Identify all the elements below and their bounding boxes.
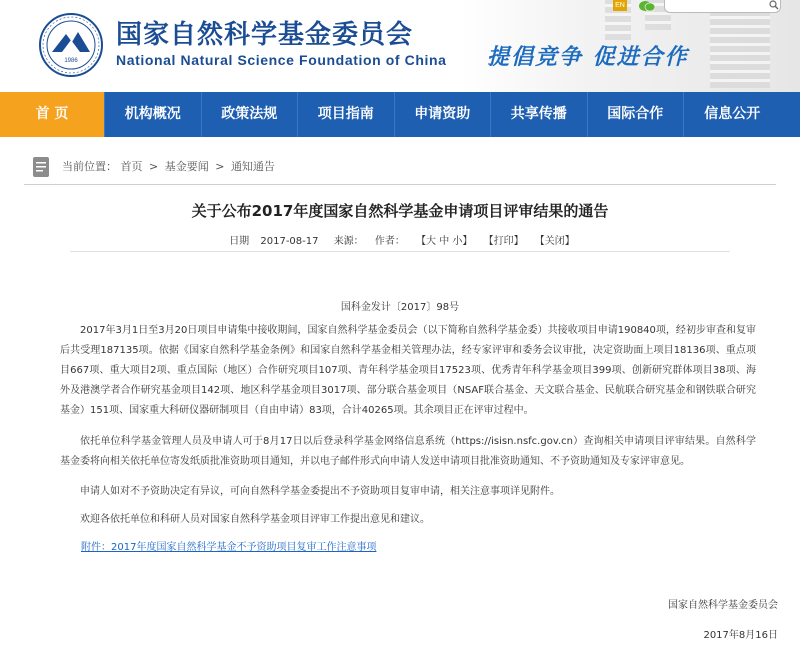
nav-item-about[interactable]: 机构概况 — [105, 92, 202, 137]
nav-item-disclosure[interactable]: 信息公开 — [704, 106, 761, 122]
nsfc-logo-icon[interactable] — [38, 12, 104, 78]
logo-year: 1986 — [64, 58, 78, 64]
nav-item-home[interactable]: 首 页 — [0, 92, 105, 137]
site-slogan: 提倡竞争 促进合作 — [487, 45, 689, 70]
signature-organization: 国家自然科学基金委员会 — [668, 600, 778, 611]
breadcrumb — [30, 154, 780, 180]
breadcrumb-divider — [24, 184, 776, 185]
search-input[interactable] — [664, 0, 781, 13]
meta-date-label: 日期 — [229, 236, 250, 247]
signature-date: 2017年8月16日 — [703, 630, 778, 641]
document-icon — [30, 154, 52, 180]
site-title-en: National Natural Science Foundation of China — [116, 52, 447, 68]
breadcrumb-trail — [62, 154, 275, 180]
article-paragraph: 申请人如对不予资助决定有异议，可向自然科学基金委提出不予资助项目复审申请，相关注意事项详见附件。 — [80, 486, 560, 497]
article-paragraph: 2017年3月1日至3月20日项目申请集中接收期间，国家自然科学基金委员会（以下简称自然科学基金委）共接收项目申请190840项，经初步审查和复审后共受理187135项。依据《国家自然科学基金条例》和国家自然科学基金相关管理办法，经专家评审和委务会议审批，决定资助面上项目18136项、重点项目667项、重大项目2项、重点国际（地区）合作研究项目107项、青年科学基金项目17523项、优秀青年科学基金项目399项、创新研究群体项目38项、海外及港澳学者合作研究基金项目142项、地区科学基金项目3017项、部分联合基金项目（NSAF联合基金、天文联合基金、民航联合研究基金和钢铁联合研究基金）151项、国家重大科研仪器研制项目（自由申请）83项，合计40265项。其余项目正在评审过程中。 — [60, 325, 756, 416]
breadcrumb-separator: > — [215, 160, 225, 173]
meta-author-label: 作者： — [374, 236, 405, 247]
meta-divider — [70, 251, 730, 252]
breadcrumb-prefix: 当前位置： — [62, 160, 117, 173]
wechat-icon[interactable] — [638, 0, 656, 12]
article-title: 关于公布2017年度国家自然科学基金申请项目评审结果的通告 — [191, 202, 609, 220]
document-number: 国科金发计〔2017〕98号 — [340, 302, 460, 313]
meta-date: 2017-08-17 — [260, 236, 319, 247]
search-icon[interactable] — [768, 0, 780, 12]
main-nav — [0, 92, 800, 137]
site-header — [0, 0, 800, 92]
nav-item-project-guide[interactable]: 项目指南 — [298, 92, 395, 137]
breadcrumb-notices[interactable]: 通知通告 — [230, 160, 275, 173]
nav-item-policies[interactable]: 政策法规 — [202, 92, 299, 137]
article-paragraph: 欢迎各依托单位和科研人员对国家自然科学基金项目评审工作提出意见和建议。 — [80, 514, 430, 525]
site-title-cn[interactable]: 国家自然科学基金委员会 — [116, 20, 414, 50]
meta-source-label: 来源： — [333, 236, 364, 247]
nav-item-funding[interactable]: 申请资助 — [395, 92, 492, 137]
close-button[interactable]: 【关闭】 — [534, 236, 575, 247]
font-size-toggle[interactable]: 【大 中 小】 — [416, 236, 473, 247]
nav-item-sharing[interactable]: 共享传播 — [491, 92, 588, 137]
breadcrumb-separator: > — [149, 160, 159, 173]
breadcrumb-home[interactable]: 首页 — [120, 160, 143, 173]
english-version-button[interactable]: EN — [613, 0, 627, 11]
print-button[interactable]: 【打印】 — [483, 236, 524, 247]
article-paragraph: 依托单位科学基金管理人员及申请人可于8月17日以后登录科学基金网络信息系统（https://isisn.nsfc.gov.cn）查询相关申请项目评审结果。自然科学基金委将向相关依托单位寄发纸质批准资助项目通知，并以电子邮件形式向申请人发送申请项目批准资助通知、不予资助通知及专家评审意见。 — [60, 436, 756, 467]
attachment-link[interactable]: 附件：2017年度国家自然科学基金不予资助项目复审工作注意事项 — [81, 542, 377, 553]
nav-item-international[interactable]: 国际合作 — [588, 92, 685, 137]
breadcrumb-news[interactable]: 基金要闻 — [164, 160, 209, 173]
article-meta — [0, 232, 800, 247]
banner-building-shape — [710, 0, 770, 88]
